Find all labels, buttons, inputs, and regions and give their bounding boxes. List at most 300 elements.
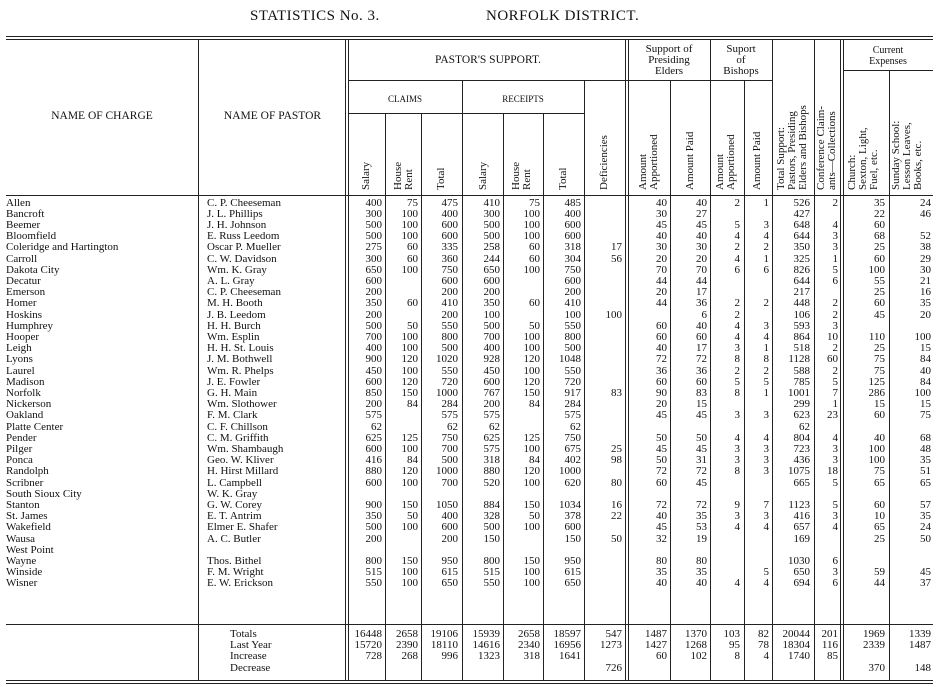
claims-total: 950: [441, 554, 458, 567]
claims-house-rent: 100: [401, 364, 418, 377]
receipts-salary: 550: [483, 577, 500, 590]
elders-paid: 44: [696, 274, 707, 287]
claims-house-rent: 50: [407, 510, 418, 523]
claims-total: 650: [441, 577, 458, 590]
elders-apportioned: 32: [656, 532, 667, 545]
elders-apportioned: 45: [656, 521, 667, 534]
receipts-salary: 14616: [472, 639, 500, 652]
church-expenses: 25: [874, 342, 885, 355]
elders-paid: 45: [696, 476, 707, 489]
title-left: STATISTICS No. 3.: [250, 8, 380, 24]
bishops-apportioned: 9: [734, 498, 740, 511]
total-support: 804: [793, 431, 810, 444]
receipts-house-rent: 100: [523, 364, 540, 377]
claims-total: 600: [441, 230, 458, 243]
claims-total: 18110: [430, 639, 458, 652]
bishops-apportioned: 2: [734, 196, 740, 209]
sunday-school-expenses: 65: [920, 476, 931, 489]
pastor-name: H. H. Burch: [207, 319, 261, 332]
claims-salary: 650: [365, 263, 382, 276]
elders-apportioned: 36: [656, 364, 667, 377]
claims-salary: 600: [365, 442, 382, 455]
sunday-school-expenses: 37: [920, 577, 931, 590]
total-support: 1740: [788, 650, 810, 663]
church-expenses: 2339: [863, 639, 885, 652]
receipts-house-rent: 120: [523, 465, 540, 478]
claims-total: 1000: [436, 465, 458, 478]
bishops-paid: 1: [763, 196, 769, 209]
sunday-school-expenses: 15: [920, 342, 931, 355]
header-bishops-apportioned: Amount Apportioned: [714, 134, 737, 190]
elders-paid: 17: [696, 342, 707, 355]
elders-paid: 35: [696, 510, 707, 523]
bishops-paid: 3: [763, 218, 769, 231]
receipts-total: 18597: [553, 628, 581, 640]
receipts-salary: 575: [483, 442, 500, 455]
sunday-school-expenses: 35: [920, 297, 931, 310]
receipts-salary: 880: [483, 465, 500, 478]
charge-name: Randolph: [6, 465, 49, 478]
conference-claimants: 7: [832, 386, 838, 399]
receipts-total: 62: [570, 420, 581, 433]
bishops-paid: 4: [763, 521, 769, 534]
total-support: 1001: [788, 386, 810, 399]
receipts-house-rent: 50: [529, 510, 540, 523]
receipts-house-rent: 60: [529, 241, 540, 254]
table-row: [0, 242, 937, 253]
claims-total: 500: [441, 454, 458, 467]
conference-claimants: 18: [827, 465, 838, 478]
claims-total: 750: [441, 431, 458, 444]
deficiencies: 547: [605, 628, 622, 640]
total-support: 657: [793, 521, 810, 534]
elders-paid: 30: [696, 241, 707, 254]
charge-name: Platte Center: [6, 420, 64, 433]
elders-apportioned: 60: [656, 319, 667, 332]
bishops-paid: 4: [763, 230, 769, 243]
church-expenses: 40: [874, 431, 885, 444]
sunday-school-expenses: 46: [920, 207, 931, 220]
receipts-salary: 244: [483, 252, 500, 265]
elders-paid: 50: [696, 431, 707, 444]
totals-row: [0, 651, 937, 662]
pastor-name: J. H. Johnson: [207, 218, 267, 231]
top-rule: [6, 39, 933, 40]
charge-name: Laurel: [6, 364, 35, 377]
sunday-school-expenses: 24: [920, 196, 931, 209]
deficiencies: 98: [611, 454, 622, 467]
conference-claimants: 5: [832, 498, 838, 511]
header-bottom-rule: [6, 195, 933, 196]
pastor-name: Wm. Slothower: [207, 398, 277, 411]
table-row: [0, 410, 937, 421]
claims-salary: 850: [365, 386, 382, 399]
church-expenses: 22: [874, 207, 885, 220]
receipts-total: 800: [564, 330, 581, 343]
receipts-salary: 200: [483, 286, 500, 299]
deficiencies: 56: [611, 252, 622, 265]
bishops-apportioned: 2: [734, 241, 740, 254]
elders-paid: 27: [696, 207, 707, 220]
top-rule-thick: [6, 36, 933, 37]
conference-claimants: 3: [832, 319, 838, 332]
claims-salary: 450: [365, 364, 382, 377]
charge-name: Lyons: [6, 353, 33, 366]
elders-apportioned: 45: [656, 442, 667, 455]
claims-total: 615: [441, 566, 458, 579]
receipts-house-rent: 2340: [518, 639, 540, 652]
total-support: 723: [793, 442, 810, 455]
sunday-school-expenses: 48: [920, 442, 931, 455]
bishops-paid: 5: [763, 566, 769, 579]
title-right: NORFOLK DISTRICT.: [486, 8, 640, 24]
charge-name: Bloomfield: [6, 230, 57, 243]
church-expenses: 100: [868, 442, 885, 455]
total-support: 427: [793, 207, 810, 220]
receipts-total: 600: [564, 521, 581, 534]
elders-paid: 72: [696, 465, 707, 478]
church-expenses: 125: [868, 375, 885, 388]
receipts-salary: 700: [483, 330, 500, 343]
conference-claimants: 85: [827, 650, 838, 663]
conference-claimants: 3: [832, 566, 838, 579]
totals-row: [0, 663, 937, 674]
elders-apportioned: 45: [656, 218, 667, 231]
total-support: 785: [793, 375, 810, 388]
receipts-salary: 500: [483, 230, 500, 243]
claims-house-rent: 150: [401, 554, 418, 567]
conference-claimants: 5: [832, 476, 838, 489]
claims-salary: 350: [365, 297, 382, 310]
elders-apportioned: 30: [656, 241, 667, 254]
claims-total: 200: [441, 286, 458, 299]
elders-paid: 83: [696, 386, 707, 399]
header-house-rent-receipts: House Rent: [510, 161, 533, 190]
claims-house-rent: 100: [401, 330, 418, 343]
elders-apportioned: 35: [656, 566, 667, 579]
bishops-apportioned: 103: [723, 628, 740, 640]
receipts-total: 675: [564, 442, 581, 455]
bishops-paid: 8: [763, 353, 769, 366]
conference-claimants: 201: [821, 628, 838, 640]
header-total-receipts: Total: [557, 167, 569, 190]
pastor-name: E. T. Antrim: [207, 510, 262, 523]
charge-name: Bancroft: [6, 207, 45, 220]
claims-total: 475: [441, 196, 458, 209]
charge-name: South Sioux City: [6, 487, 82, 500]
receipts-total: 16956: [553, 639, 581, 652]
bishops-paid: 4: [763, 431, 769, 444]
elders-apportioned: 44: [656, 274, 667, 287]
claims-house-rent: 60: [407, 297, 418, 310]
sunday-school-expenses: 30: [920, 263, 931, 276]
receipts-salary: 328: [483, 510, 500, 523]
charge-name: Hooper: [6, 330, 39, 343]
claims-house-rent: 100: [401, 207, 418, 220]
sunday-school-expenses: 1487: [909, 639, 931, 652]
receipts-house-rent: 2658: [518, 628, 540, 640]
claims-house-rent: 2390: [396, 639, 418, 652]
claims-total: 600: [441, 521, 458, 534]
charge-name: Coleridge and Hartington: [6, 241, 119, 254]
claims-salary: 625: [365, 431, 382, 444]
table-row: [0, 366, 937, 377]
claims-house-rent: 100: [401, 342, 418, 355]
sunday-school-expenses: 148: [914, 661, 931, 674]
claims-salary: 880: [365, 465, 382, 478]
header-pastors-support: PASTOR'S SUPPORT.: [435, 54, 541, 66]
pastor-name: Oscar P. Mueller: [207, 241, 281, 254]
church-expenses: 60: [874, 297, 885, 310]
table-row: [0, 310, 937, 321]
header-salary-claims: Salary: [360, 161, 372, 190]
elders-apportioned: 60: [656, 476, 667, 489]
bishops-paid: 4: [763, 650, 769, 663]
claims-total: 19106: [430, 628, 458, 640]
header-elders-apportioned: Amount Apportioned: [637, 134, 660, 190]
total-support: 436: [793, 454, 810, 467]
claims-house-rent: 268: [401, 650, 418, 663]
receipts-salary: 400: [483, 342, 500, 355]
claims-salary: 728: [365, 650, 382, 663]
receipts-total: 650: [564, 577, 581, 590]
claims-house-rent: 120: [401, 353, 418, 366]
elders-apportioned: 40: [656, 577, 667, 590]
sunday-school-expenses: 15: [920, 398, 931, 411]
total-support: 62: [799, 420, 810, 433]
charge-name: Dakota City: [6, 263, 60, 276]
bishops-paid: 7: [763, 498, 769, 511]
charge-name: Wakefield: [6, 521, 51, 534]
total-support: 20044: [782, 628, 810, 640]
conference-claimants: 2: [832, 297, 838, 310]
receipts-total: 200: [564, 286, 581, 299]
conference-claimants: 60: [827, 353, 838, 366]
elders-paid: 72: [696, 498, 707, 511]
bishops-apportioned: 5: [734, 375, 740, 388]
claims-house-rent: 84: [407, 398, 418, 411]
elders-apportioned: 45: [656, 409, 667, 422]
church-expenses: 60: [874, 252, 885, 265]
church-expenses: 100: [868, 454, 885, 467]
total-support: 593: [793, 319, 810, 332]
pastor-name: Wm. Esplin: [207, 330, 260, 343]
claims-receipts-rule: [348, 113, 584, 114]
receipts-total: 575: [564, 409, 581, 422]
claims-salary: 416: [365, 454, 382, 467]
receipts-house-rent: 100: [523, 330, 540, 343]
claims-salary: 200: [365, 398, 382, 411]
total-support: 217: [793, 286, 810, 299]
sunday-school-expenses: 100: [914, 330, 931, 343]
receipts-salary: 150: [483, 532, 500, 545]
church-expenses: 75: [874, 353, 885, 366]
conference-claimants: 2: [832, 196, 838, 209]
elders-apportioned: 72: [656, 465, 667, 478]
bishops-apportioned: 4: [734, 252, 740, 265]
bishops-apportioned: 3: [734, 342, 740, 355]
receipts-total: 550: [564, 364, 581, 377]
pastor-name: C. M. Griffith: [207, 431, 269, 444]
conference-claimants: 3: [832, 442, 838, 455]
bishops-apportioned: 2: [734, 297, 740, 310]
elders-apportioned: 30: [656, 207, 667, 220]
total-support: 1128: [788, 353, 810, 366]
elders-paid: 45: [696, 442, 707, 455]
claims-house-rent: 120: [401, 465, 418, 478]
church-expenses: 35: [874, 196, 885, 209]
bishops-apportioned: 4: [734, 431, 740, 444]
bishops-paid: 2: [763, 241, 769, 254]
total-support: 350: [793, 241, 810, 254]
claims-house-rent: 60: [407, 252, 418, 265]
claims-house-rent: 50: [407, 319, 418, 332]
receipts-salary: 800: [483, 554, 500, 567]
deficiencies: 22: [611, 510, 622, 523]
claims-total: 200: [441, 308, 458, 321]
elders-apportioned: 50: [656, 431, 667, 444]
claims-total: 700: [441, 442, 458, 455]
claims-total: 550: [441, 364, 458, 377]
conference-claimants: 4: [832, 431, 838, 444]
claims-salary: 15720: [354, 639, 382, 652]
claims-salary: 575: [365, 409, 382, 422]
sunday-school-expenses: 84: [920, 353, 931, 366]
totals-label: Decrease: [230, 661, 271, 674]
receipts-total: 720: [564, 375, 581, 388]
claims-total: 750: [441, 263, 458, 276]
claims-house-rent: 100: [401, 577, 418, 590]
receipts-total: 1034: [559, 498, 581, 511]
church-expenses: 110: [868, 330, 885, 343]
bishops-paid: 3: [763, 319, 769, 332]
sunday-school-expenses: 57: [920, 498, 931, 511]
receipts-house-rent: 318: [523, 650, 540, 663]
totals-label: Last Year: [230, 639, 272, 652]
bishops-paid: 4: [763, 330, 769, 343]
charge-name: Scribner: [6, 476, 44, 489]
claims-house-rent: 100: [401, 218, 418, 231]
totals-label: Increase: [230, 650, 267, 663]
charge-name: Ponca: [6, 454, 33, 467]
receipts-house-rent: 100: [523, 342, 540, 355]
receipts-total: 620: [564, 476, 581, 489]
receipts-salary: 500: [483, 521, 500, 534]
bishops-paid: 2: [763, 297, 769, 310]
receipts-total: 150: [564, 532, 581, 545]
bottom-rule-2: [6, 683, 933, 684]
receipts-salary: 650: [483, 263, 500, 276]
claims-house-rent: 120: [401, 375, 418, 388]
header-total-claims: Total: [435, 167, 447, 190]
receipts-total: 410: [564, 297, 581, 310]
charge-name: Decatur: [6, 274, 41, 287]
elders-apportioned: 1427: [645, 639, 667, 652]
receipts-total: 750: [564, 263, 581, 276]
claims-salary: 62: [371, 420, 382, 433]
conference-claimants: 23: [827, 409, 838, 422]
conference-claimants: 10: [827, 330, 838, 343]
receipts-house-rent: 120: [523, 353, 540, 366]
elders-paid: 1370: [685, 628, 707, 640]
deficiencies: 25: [611, 442, 622, 455]
claims-house-rent: 125: [401, 431, 418, 444]
pastor-name: M. H. Booth: [207, 297, 263, 310]
claims-total: 200: [441, 532, 458, 545]
charge-name: Norfolk: [6, 386, 41, 399]
pastor-name: G. H. Main: [207, 386, 258, 399]
bishops-paid: 2: [763, 364, 769, 377]
receipts-salary: 600: [483, 375, 500, 388]
sunday-school-expenses: 24: [920, 521, 931, 534]
elders-paid: 17: [696, 286, 707, 299]
pastor-name: W. K. Gray: [207, 487, 258, 500]
sunday-school-expenses: 16: [920, 286, 931, 299]
bishops-paid: 1: [763, 252, 769, 265]
pastor-support-rule: [348, 80, 628, 81]
pastor-name: Geo. W. Kliver: [207, 454, 274, 467]
conference-claimants: 3: [832, 230, 838, 243]
sunday-school-expenses: 51: [920, 465, 931, 478]
bishops-paid: 3: [763, 510, 769, 523]
total-support: 325: [793, 252, 810, 265]
church-expenses: 60: [874, 409, 885, 422]
receipts-salary: 884: [483, 498, 500, 511]
receipts-total: 1641: [559, 650, 581, 663]
elders-paid: 40: [696, 319, 707, 332]
claims-house-rent: 75: [407, 196, 418, 209]
total-support: 864: [793, 330, 810, 343]
bishops-apportioned: 4: [734, 319, 740, 332]
page-title: [0, 8, 937, 30]
receipts-house-rent: 125: [523, 431, 540, 444]
deficiencies: 100: [605, 308, 622, 321]
elders-paid: 60: [696, 375, 707, 388]
claims-salary: 16448: [354, 628, 382, 640]
claims-salary: 500: [365, 319, 382, 332]
charge-name: Carroll: [6, 252, 38, 265]
deficiencies: 83: [611, 386, 622, 399]
church-expenses: 44: [874, 577, 885, 590]
conference-claimants: 3: [832, 241, 838, 254]
header-receipts: RECEIPTS: [502, 94, 544, 104]
elders-apportioned: 20: [656, 252, 667, 265]
receipts-house-rent: 100: [523, 263, 540, 276]
elders-paid: 35: [696, 566, 707, 579]
receipts-salary: 300: [483, 207, 500, 220]
charge-name: Nickerson: [6, 398, 52, 411]
header-church: Church: Sexton, Light, Fuel, etc.: [846, 127, 880, 190]
bishops-apportioned: 3: [734, 454, 740, 467]
receipts-salary: 625: [483, 431, 500, 444]
elders-paid: 53: [696, 521, 707, 534]
bishops-apportioned: 4: [734, 521, 740, 534]
elders-paid: 1268: [685, 639, 707, 652]
header-claims: CLAIMS: [387, 94, 422, 104]
claims-salary: 550: [365, 577, 382, 590]
claims-total: 700: [441, 476, 458, 489]
elders-apportioned: 60: [656, 330, 667, 343]
receipts-house-rent: 100: [523, 521, 540, 534]
elders-rule: [628, 80, 710, 81]
totals-label: Totals: [230, 628, 257, 640]
charge-name: Leigh: [6, 342, 32, 355]
receipts-house-rent: 100: [523, 207, 540, 220]
elders-paid: 70: [696, 263, 707, 276]
elders-paid: 72: [696, 353, 707, 366]
receipts-house-rent: 100: [523, 476, 540, 489]
bishops-apportioned: 4: [734, 330, 740, 343]
